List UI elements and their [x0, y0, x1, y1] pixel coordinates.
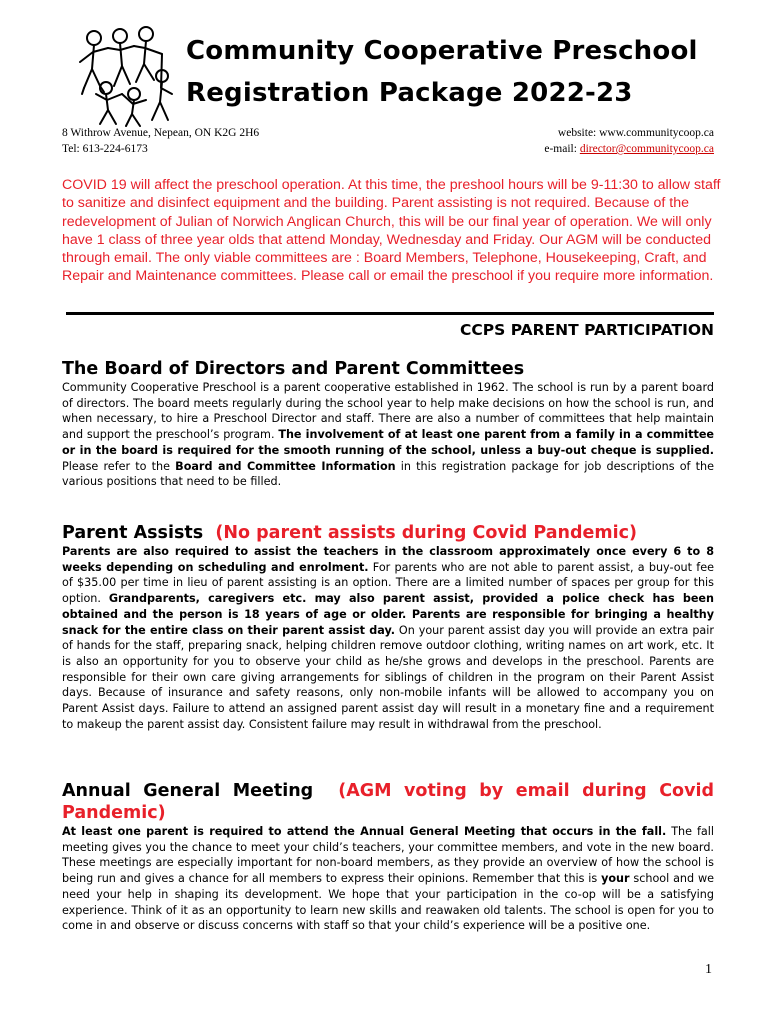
section-title: CCPS PARENT PARTICIPATION — [460, 321, 714, 339]
assists-text-2: On your parent assist day you will provide an extra pair of hands for the staff, preparing snack, helping children remove outdoor clothing, writing names on art work, etc. It is also an opportunity for you to observe your child as he/she grows and develops in the preschool. Parents are responsible for their own care giving arrangements for siblings of children in the program on their Parent Assist days. Because of insurance and safety reasons, only non-mobile infants will be allowed to accompany you on Parent Assist days. Failure to attend an assigned parent assist day will result in a monetary fine and a requirement to makeup the parent assist day. Consistent failure may result in withdrawal from the preschool. — [62, 623, 714, 731]
street-address: 8 Withrow Avenue, Nepean, ON K2G 2H6 — [62, 127, 260, 139]
board-text-2: Please refer to the — [62, 459, 176, 473]
board-text-3: in this registration package for job descriptions of the various positions that need to be filled. — [62, 459, 715, 489]
agm-section — [62, 780, 714, 934]
agm-text-1: The fall meeting gives you the chance to meet your child’s teachers, your committee members, and vote in the new board. These meetings are especially important for non-board members, as they provide an overview of how the school is being run and gives a chance for all members to express their opinions. Remember that this is — [62, 825, 714, 886]
assists-text-1: For parents who are not able to parent assist, a buy-out fee of $35.00 per time in lieu of parent assisting is an option. There are a limited number of spaces per group for this option. — [62, 560, 714, 606]
board-heading: The Board of Directors and Parent Committees — [62, 359, 525, 379]
assists-heading-line — [62, 522, 714, 544]
agm-bold-1: At least one parent is required to attend the Annual General Meeting that occurs in the fall. — [62, 825, 667, 838]
covid-notice: COVID 19 will affect the preschool operation. At this time, the preshool hours will be 9-11:30 to allow staff to sanitize and disinfect equipment and the building. Parent assisting is not required. Because of the redevelopment of Julian of Norwich Anglican Church, this will be our final year of operation. We will only have 1 class of three year olds that attend Monday, Wednesday and Friday. Our AGM will be conducted through email. The only viable committees are : Board Members, Telephone, Housekeeping, Craft, and Repair and Maintenance committees. Please call or email the preschool if you require more information. — [62, 177, 721, 285]
section-divider — [66, 312, 714, 315]
board-text-1: Community Cooperative Preschool is a parent cooperative established in 1962. The school is run by a parent board of directors. The board meets regularly during the school year to help make decisions on how the school is run, and when necessary, to hire a Preschool Director and staff. There are also a number of committees that help maintain and support the preschool’s program. — [62, 381, 714, 442]
contact-address-block — [62, 125, 259, 157]
document-title — [186, 30, 698, 114]
assists-bold-1: Parents are also required to assist the teachers in the classroom approximately once every 6 to 8 weeks depending on scheduling and enrolment. — [62, 545, 714, 574]
parent-assists-section — [62, 522, 714, 732]
assists-heading-note: (No parent assists during Covid Pandemic) — [215, 523, 637, 543]
telephone: Tel: 613-224-6173 — [62, 143, 148, 155]
contact-web-block — [544, 125, 714, 157]
board-bold-2: Board and Committee Information — [175, 459, 396, 473]
email-link[interactable]: director@communitycoop.ca — [579, 143, 714, 155]
email-label: e-mail: — [544, 143, 580, 155]
children-holding-hands-logo — [74, 24, 178, 128]
assists-bold-2: Grandparents, caregivers etc. may also parent assist, provided a police check has been obtained and the person is 18 years of age or older. Parents are responsible for bringing a healthy snack for the entire class on their parent assist day. — [62, 592, 714, 637]
agm-heading-note: (AGM voting by email during Covid Pandemic) — [62, 781, 714, 823]
title-line-1: Community Cooperative Preschool — [186, 36, 698, 66]
board-paragraph — [62, 380, 714, 490]
agm-heading-line — [62, 780, 714, 824]
email-line — [544, 141, 714, 157]
agm-heading: Annual General Meeting — [62, 781, 314, 801]
assists-paragraph — [62, 544, 714, 732]
agm-text-2: school and we need your help in shaping its development. We hope that your participation in the co-op will be a satisfying experience. Think of it as an opportunity to learn new skills and reawaken old talents. The school is open for you to come in and observe or discuss concerns with staff so that your child’s experience will be a positive one. — [62, 872, 714, 933]
agm-paragraph — [62, 824, 714, 934]
board-bold-1: The involvement of at least one parent from a family in a committee or in the board is required for the smooth running of the school, unless a buy-out cheque is supplied. — [62, 428, 714, 457]
agm-bold-2: your — [601, 872, 630, 886]
website: website: www.communitycoop.ca — [557, 127, 714, 139]
board-section — [62, 358, 714, 490]
title-line-2: Registration Package 2022-23 — [186, 78, 633, 108]
page-number: 1 — [705, 962, 712, 977]
assists-heading: Parent Assists — [62, 523, 204, 543]
